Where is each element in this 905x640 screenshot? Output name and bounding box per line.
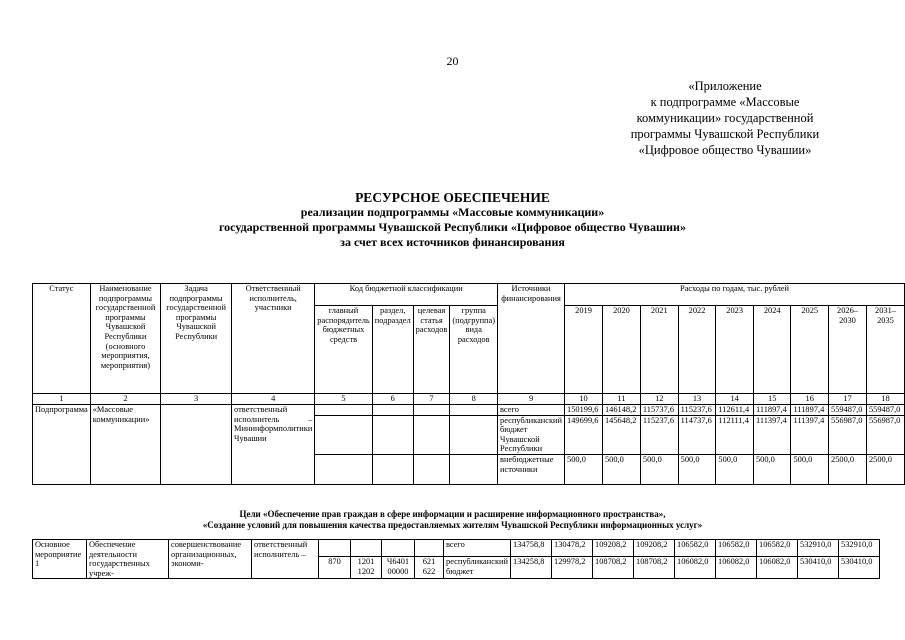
value-cell: 112111,4 xyxy=(716,415,754,454)
header-year: 2019 xyxy=(565,306,603,394)
value-cell: 108708,2 xyxy=(634,557,675,579)
value-cell: 149699,6 xyxy=(565,415,603,454)
value-cell: 108708,2 xyxy=(593,557,634,579)
col-number: 6 xyxy=(372,394,413,405)
header-expenses: Расходы по годам, тыс. рублей xyxy=(565,284,905,306)
title-line-3: государственной программы Чувашской Республики «Цифровое общество Чувашии» xyxy=(219,220,686,234)
title-line-2: реализации подпрограммы «Массовые коммуникации» xyxy=(300,205,605,219)
value-cell: 134758,8 xyxy=(511,540,552,557)
source-cell: республиканский бюджет Чувашской Республики xyxy=(498,415,565,454)
col-number: 11 xyxy=(602,394,640,405)
value-cell: 559487,0 xyxy=(866,405,904,416)
value-cell: 106082,0 xyxy=(757,557,798,579)
annex-caption xyxy=(600,78,850,158)
empty-cell xyxy=(413,454,450,484)
col-number: 4 xyxy=(232,394,315,405)
col-number: 8 xyxy=(450,394,498,405)
value-cell: 111397,4 xyxy=(791,415,829,454)
header-budget-code: Код бюджетной классификации xyxy=(315,284,498,306)
col-number: 1 xyxy=(33,394,91,405)
value-cell: 115237,6 xyxy=(640,415,678,454)
header-year: 2024 xyxy=(753,306,791,394)
empty-cell xyxy=(315,415,372,454)
value-cell: 530410,0 xyxy=(798,557,839,579)
value-cell: 145648,2 xyxy=(602,415,640,454)
col-number: 13 xyxy=(678,394,716,405)
value-cell: 559487,0 xyxy=(829,405,867,416)
header-year: 2031–2035 xyxy=(866,306,904,394)
value-cell: 532910,0 xyxy=(839,540,880,557)
col-number: 15 xyxy=(753,394,791,405)
goals-line-1: Цели «Обеспечение прав граждан в сфере информации и расширение информационного пространства», xyxy=(239,509,666,519)
value-cell: 556987,0 xyxy=(829,415,867,454)
row-task xyxy=(161,405,232,485)
value-cell: 500,0 xyxy=(716,454,754,484)
header-vr: группа (подгруппа) вида расходов xyxy=(450,306,498,394)
value-cell: 112611,4 xyxy=(716,405,754,416)
row-responsible: ответственный исполнитель – xyxy=(252,540,319,579)
value-cell: 115237,6 xyxy=(678,405,716,416)
header-responsible: Ответственный исполнитель, участники xyxy=(232,284,315,394)
title-line-1: РЕСУРСНОЕ ОБЕСПЕЧЕНИЕ xyxy=(355,190,550,205)
empty-cell xyxy=(315,405,372,416)
value-cell: 106582,0 xyxy=(675,540,716,557)
header-cs: целевая статья расходов xyxy=(413,306,450,394)
col-number: 3 xyxy=(161,394,232,405)
empty-cell xyxy=(413,415,450,454)
header-year: 2022 xyxy=(678,306,716,394)
value-cell: 150199,6 xyxy=(565,405,603,416)
col-number: 2 xyxy=(90,394,161,405)
col-number: 17 xyxy=(829,394,867,405)
value-cell: 500,0 xyxy=(565,454,603,484)
goals-line-2: «Создание условий для повышения качества предоставляемых жителям Чувашской Республики информационных услуг» xyxy=(202,520,703,530)
vr-cell: 621 622 xyxy=(415,557,444,579)
empty-cell xyxy=(372,454,413,484)
value-cell: 106582,0 xyxy=(757,540,798,557)
resource-table xyxy=(32,283,905,485)
empty-cell xyxy=(413,405,450,416)
header-year: 2020 xyxy=(602,306,640,394)
value-cell: 556987,0 xyxy=(866,415,904,454)
value-cell: 2500,0 xyxy=(866,454,904,484)
gr-cell: 870 xyxy=(319,557,351,579)
annex-line: «Цифровое общество Чувашии» xyxy=(638,143,812,157)
header-rz: раздел, подраздел xyxy=(372,306,413,394)
value-cell: 500,0 xyxy=(791,454,829,484)
annex-line: к подпрограмме «Массовые xyxy=(650,95,800,109)
value-cell: 2500,0 xyxy=(829,454,867,484)
header-year: 2021 xyxy=(640,306,678,394)
empty-cell xyxy=(415,540,444,557)
value-cell: 500,0 xyxy=(753,454,791,484)
empty-cell xyxy=(351,540,382,557)
row-status: Подпрограмма xyxy=(33,405,91,485)
value-cell: 109208,2 xyxy=(634,540,675,557)
source-cell: республиканский бюджет xyxy=(444,557,511,579)
col-number: 14 xyxy=(716,394,754,405)
value-cell: 530410,0 xyxy=(839,557,880,579)
header-year: 2025 xyxy=(791,306,829,394)
value-cell: 500,0 xyxy=(640,454,678,484)
header-name: Наименование подпрограммы государственной программы Чувашской Республики (основного мероприятия, мероприятия) xyxy=(90,284,161,394)
col-number: 16 xyxy=(791,394,829,405)
header-year: 2026–2030 xyxy=(829,306,867,394)
rz-cell: 1201 1202 xyxy=(351,557,382,579)
header-status: Статус xyxy=(33,284,91,394)
col-number: 7 xyxy=(413,394,450,405)
value-cell: 146148,2 xyxy=(602,405,640,416)
value-cell: 106082,0 xyxy=(716,557,757,579)
value-cell: 114737,6 xyxy=(678,415,716,454)
col-number: 18 xyxy=(866,394,904,405)
row-name: Обеспечение деятельности государственных учреж- xyxy=(87,540,169,579)
annex-line: «Приложение xyxy=(688,79,762,93)
source-cell: внебюджетные источники xyxy=(498,454,565,484)
empty-cell xyxy=(382,540,415,557)
empty-cell xyxy=(372,405,413,416)
empty-cell xyxy=(319,540,351,557)
row-task: совершенствование организационных, экономи- xyxy=(169,540,252,579)
value-cell: 111897,4 xyxy=(791,405,829,416)
empty-cell xyxy=(450,405,498,416)
title-line-4: за счет всех источников финансирования xyxy=(340,235,565,249)
row-responsible: ответственный исполнитель – Мининформполитики Чувашии xyxy=(232,405,315,485)
page-number: 20 xyxy=(446,54,459,68)
header-task: Задача подпрограммы государственной программы Чувашской Республики xyxy=(161,284,232,394)
value-cell: 134258,8 xyxy=(511,557,552,579)
row-status: Основное мероприятие 1 xyxy=(33,540,87,579)
cs-cell: Ч6401 00000 xyxy=(382,557,415,579)
value-cell: 115737,6 xyxy=(640,405,678,416)
goals-heading xyxy=(0,509,905,531)
header-sources: Источники финансирования xyxy=(498,284,565,394)
annex-line: коммуникации» государственной xyxy=(636,111,814,125)
value-cell: 106082,0 xyxy=(675,557,716,579)
empty-cell xyxy=(372,415,413,454)
empty-cell xyxy=(315,454,372,484)
value-cell: 532910,0 xyxy=(798,540,839,557)
value-cell: 106582,0 xyxy=(716,540,757,557)
table-row xyxy=(33,540,880,557)
source-cell: всего xyxy=(498,405,565,416)
col-number: 10 xyxy=(565,394,603,405)
value-cell: 500,0 xyxy=(602,454,640,484)
col-number: 12 xyxy=(640,394,678,405)
value-cell: 500,0 xyxy=(678,454,716,484)
value-cell: 111397,4 xyxy=(753,415,791,454)
value-cell: 111897,4 xyxy=(753,405,791,416)
empty-cell xyxy=(450,415,498,454)
row-name: «Массовые коммуникации» xyxy=(90,405,161,485)
resource-table-continued xyxy=(32,539,880,579)
header-gr: главный распорядитель бюджетных средств xyxy=(315,306,372,394)
source-cell: всего xyxy=(444,540,511,557)
header-year: 2023 xyxy=(716,306,754,394)
col-number: 5 xyxy=(315,394,372,405)
table-row xyxy=(33,405,905,416)
value-cell: 130478,2 xyxy=(552,540,593,557)
value-cell: 109208,2 xyxy=(593,540,634,557)
col-number: 9 xyxy=(498,394,565,405)
document-title xyxy=(0,190,905,250)
value-cell: 129978,2 xyxy=(552,557,593,579)
annex-line: программы Чувашской Республики xyxy=(630,127,820,141)
empty-cell xyxy=(450,454,498,484)
